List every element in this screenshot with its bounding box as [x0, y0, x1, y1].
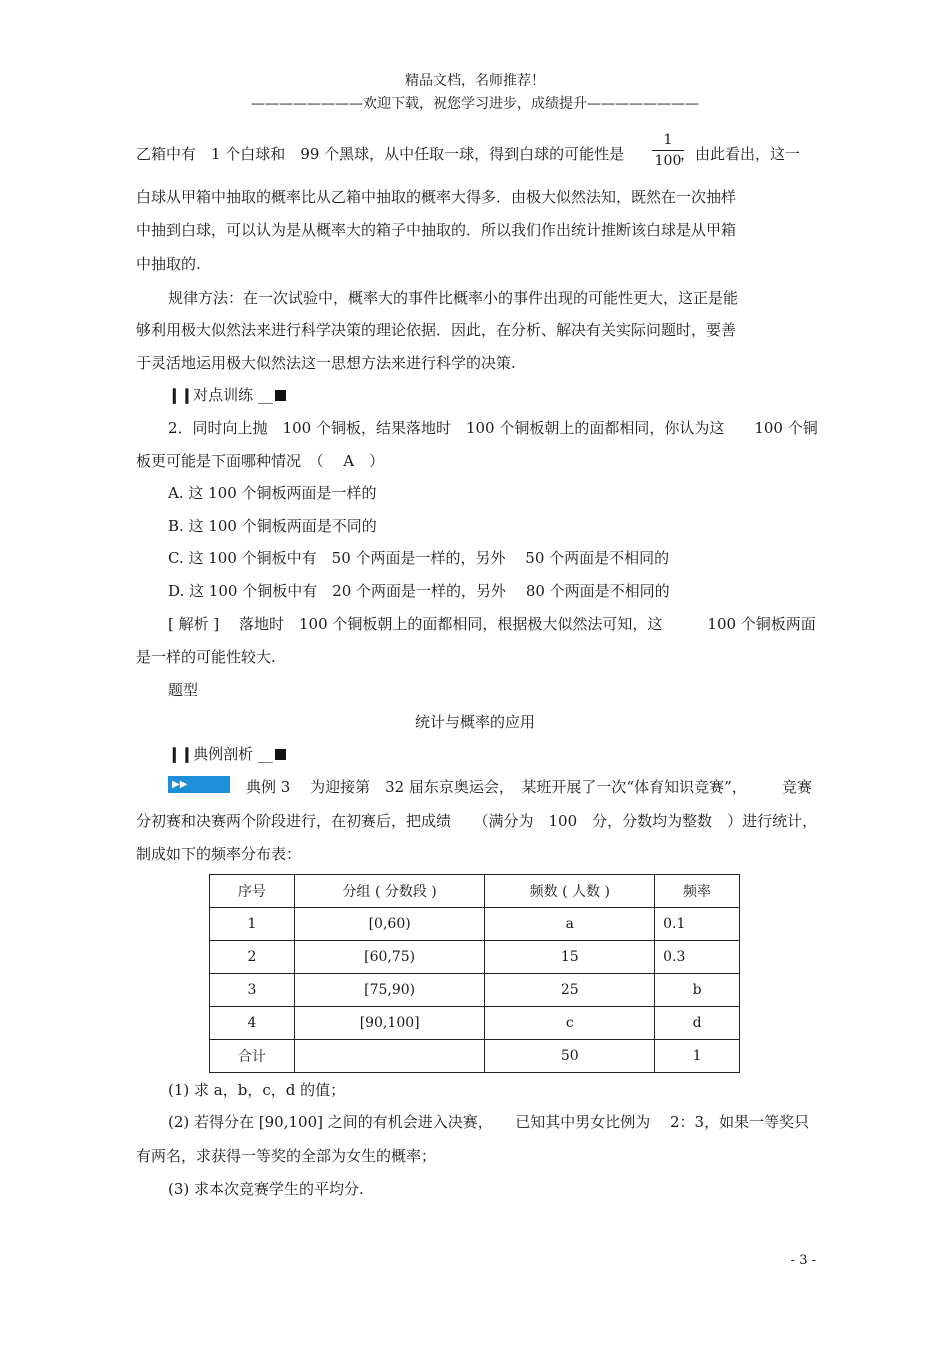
example-heading — [168, 743, 286, 764]
section-title: 统计与概率的应用 — [414, 713, 535, 731]
table-row — [210, 1007, 740, 1040]
table-cell: 0.3 — [655, 941, 740, 974]
table-cell: [60,75) — [294, 941, 485, 974]
table-cell: 2 — [210, 941, 295, 974]
heading-bars: ❙❙ — [168, 386, 194, 404]
table-cell: 4 — [210, 1007, 295, 1040]
heading-underline: __ — [253, 745, 273, 763]
table-cell: 0.1 — [655, 908, 740, 941]
example-heading-label: 典例剖析 — [193, 745, 254, 763]
doc-header-title: 精品文档，名师推荐！ — [405, 73, 545, 89]
table-cell: 1 — [210, 908, 295, 941]
example-line-2: 分初赛和决赛两个阶段进行，在初赛后，把成绩 （满分为 100 分，分数均为整数 ）进行统计， — [136, 812, 818, 830]
table-row-total — [210, 1040, 740, 1073]
table-cell: 25 — [485, 974, 655, 1007]
section-label: 题型 — [168, 681, 199, 699]
intro-line-2: 白球从甲箱中抽取的概率比从乙箱中抽取的概率大得多．由极大似然法知，既然在一次抽样 — [136, 188, 737, 206]
table-cell: 3 — [210, 974, 295, 1007]
option-d: D. 这 100 个铜板中有 20 个两面是一样的，另外 80 个两面是不相同的 — [168, 582, 670, 600]
table-header-cell: 频率 — [655, 875, 740, 908]
analysis-line-2: 是一样的可能性较大. — [136, 648, 276, 666]
example-line-3: 制成如下的频率分布表： — [136, 845, 302, 863]
table-cell: [0,60) — [294, 908, 485, 941]
option-a: A. 这 100 个铜板两面是一样的 — [168, 484, 377, 502]
option-b: B. 这 100 个铜板两面是不同的 — [168, 517, 377, 535]
intro-line-3: 中抽到白球，可以认为是从概率大的箱子中抽取的．所以我们作出统计推断该白球是从甲箱 — [136, 221, 737, 239]
table-cell — [294, 1040, 485, 1073]
frequency-table — [209, 874, 740, 1073]
method-line-3: 于灵活地运用极大似然法这一思想方法来进行科学的决策. — [136, 354, 516, 372]
analysis-line-1: [ 解析 ] 落地时 100 个铜板朝上的面都相同，根据极大似然法可知，这 100 个铜板两面 — [168, 615, 816, 633]
table-cell: 15 — [485, 941, 655, 974]
practice-heading-label: 对点训练 — [193, 386, 254, 404]
fraction-denominator: 100 — [654, 153, 682, 169]
subquestion-3: (3) 求本次竞赛学生的平均分. — [168, 1180, 364, 1198]
option-c: C. 这 100 个铜板中有 50 个两面是一样的，另外 50 个两面是不相同的 — [168, 549, 670, 567]
table-row — [210, 974, 740, 1007]
table-cell: a — [485, 908, 655, 941]
table-cell: 合计 — [210, 1040, 295, 1073]
table-cell: b — [655, 974, 740, 1007]
table-cell: [90,100] — [294, 1007, 485, 1040]
table-cell: 1 — [655, 1040, 740, 1073]
subquestion-2-line-1: (2) 若得分在 [90,100] 之间的有机会进入决赛， 已知其中男女比例为 2：3，如果一等奖只 — [168, 1113, 810, 1131]
table-row — [210, 941, 740, 974]
intro-line-4: 中抽取的. — [136, 255, 201, 273]
subquestion-2-line-2: 有两名，求获得一等奖的全部为女生的概率； — [136, 1147, 437, 1165]
table-header-cell: 分组 ( 分数段 ) — [294, 875, 485, 908]
black-square-icon — [275, 749, 286, 760]
method-line-1: 规律方法：在一次试验中，概率大的事件比概率小的事件出现的可能性更大，这正是能 — [168, 289, 739, 307]
page-number: - 3 - — [790, 1253, 816, 1268]
question-2-line-1: 2．同时向上抛 100 个铜板，结果落地时 100 个铜板朝上的面都相同，你认为这 100 个铜 — [168, 419, 818, 437]
table-row — [210, 908, 740, 941]
example-line-1b: 竞赛 — [782, 778, 813, 796]
practice-heading — [168, 384, 286, 405]
table-cell: 50 — [485, 1040, 655, 1073]
fraction-numerator: 1 — [663, 132, 673, 148]
table-header-cell: 频数 ( 人数 ) — [485, 875, 655, 908]
table-cell: d — [655, 1007, 740, 1040]
doc-header-subtitle: ————————欢迎下载，祝您学习进步，成绩提升———————— — [251, 96, 699, 112]
example-line-1a: 典例 3 为迎接第 32 届东京奥运会， 某班开展了一次“体育知识竞赛”， — [246, 778, 747, 796]
table-cell: c — [485, 1007, 655, 1040]
method-line-2: 够利用极大似然法来进行科学决策的理论依据．因此，在分析、解决有关实际问题时，要善 — [136, 321, 737, 339]
intro-line-1b: ，由此看出，这一 — [680, 145, 801, 163]
subquestion-1: (1) 求 a，b，c，d 的值； — [168, 1081, 346, 1099]
heading-bars: ❙❙ — [168, 745, 194, 763]
table-header-row — [210, 875, 740, 908]
black-square-icon — [275, 390, 286, 401]
double-arrow-icon: ▶▶ — [172, 779, 188, 790]
heading-underline: __ — [253, 386, 273, 404]
example-tag-icon — [168, 776, 230, 793]
table-header-cell: 序号 — [210, 875, 295, 908]
question-2-line-2: 板更可能是下面哪种情况 （ A ） — [136, 452, 385, 470]
table-cell: [75,90) — [294, 974, 485, 1007]
intro-line-1a: 乙箱中有 1 个白球和 99 个黑球，从中任取一球，得到白球的可能性是 — [136, 145, 625, 163]
